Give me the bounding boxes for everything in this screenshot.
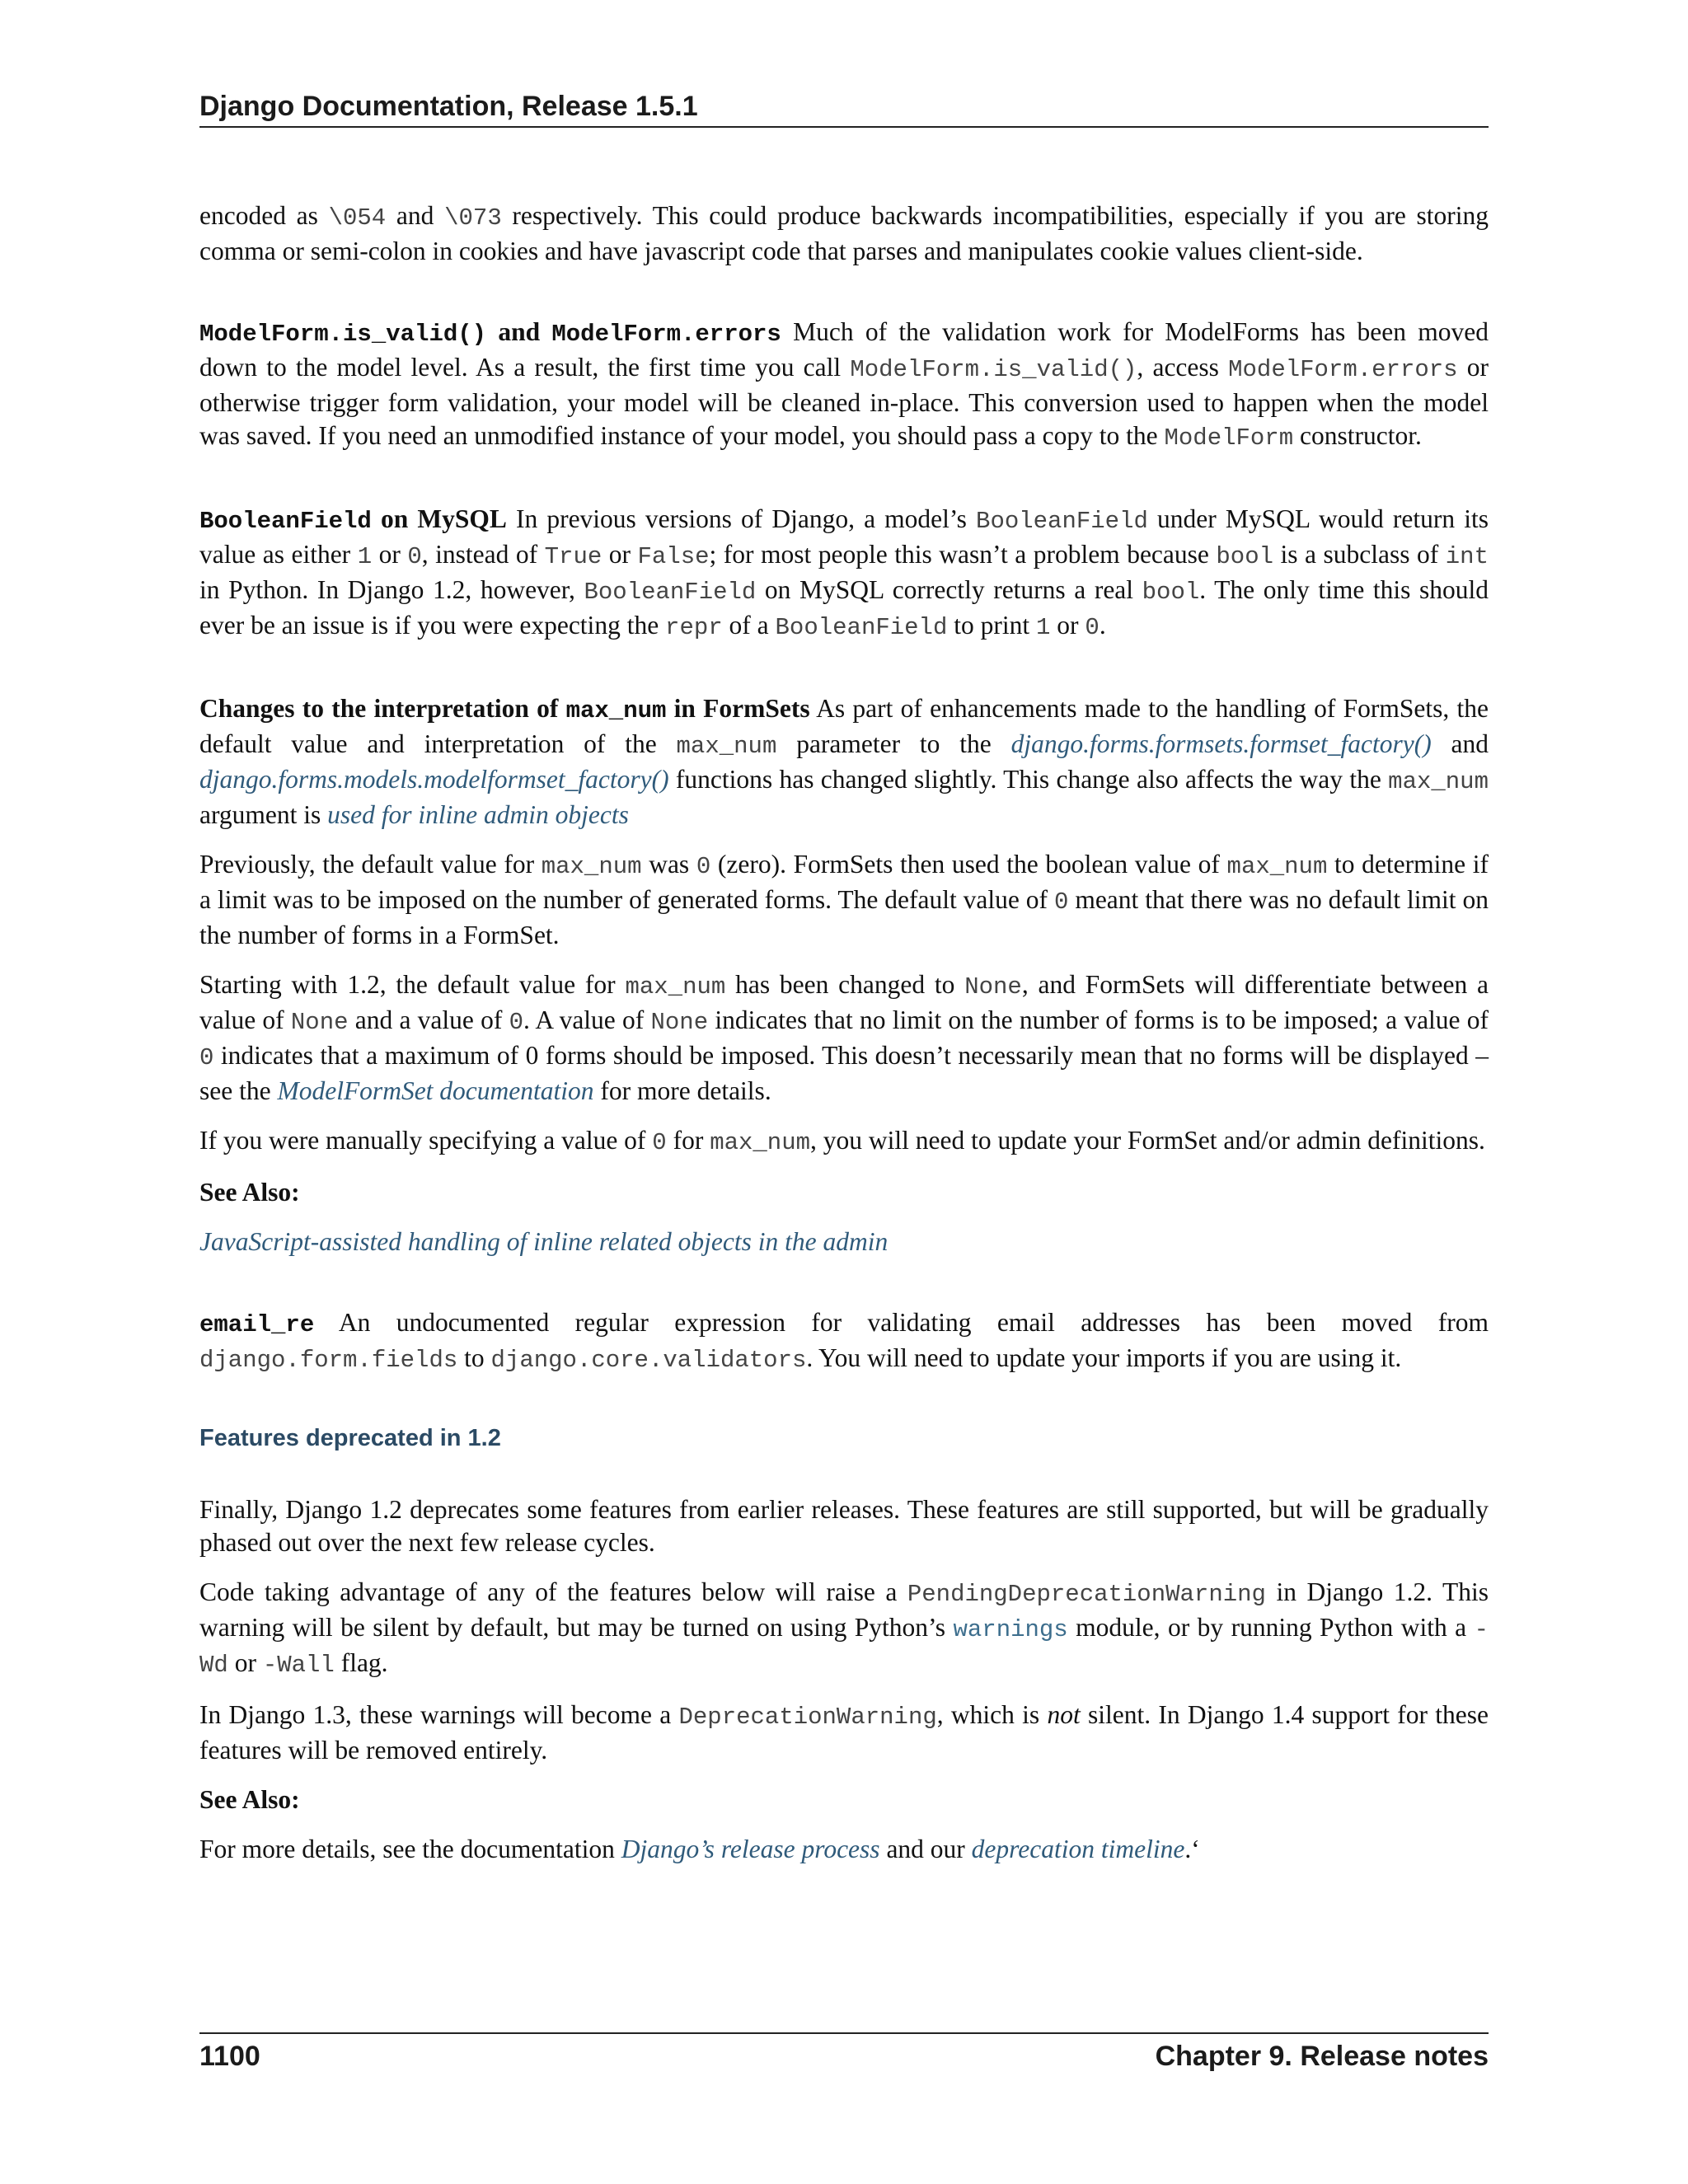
inline-related-objects-link[interactable]: JavaScript-assisted handling of inline related objects in the admin [199,1227,889,1256]
release-process-link[interactable]: Django’s release process [621,1835,880,1863]
maxnum-paragraph: Changes to the interpretation of max_num in FormSets As part of enhancements made to the handling of FormSets, the default value and interpretation of the max_num parameter to the django.forms.formsets.formset_factory() and django.forms.models.modelformset_factory() functions has changed slightly. This change also affects the way the max_num argument is used for inline admin objects [199,694,1489,829]
cookie-paragraph: encoded as \054 and \073 respectively. This could produce backwards incompatibilities, especially if you are storing comma or semi-colon in cookies and have javascript code that parses and manipulates cookie values client-side. [199,201,1489,265]
modelformset-factory-link[interactable]: django.forms.models.modelformset_factory() [199,765,669,794]
see-also-paragraph-2: For more details, see the documentation Django’s release process and our deprecation timeline.‘ [199,1835,1200,1863]
previously-paragraph: Previously, the default value for max_num was 0 (zero). FormSets then used the boolean value of max_num to determine if a limit was to be imposed on the number of generated forms. The default value of 0 meant that there was no default limit on the number of forms in a FormSet. [199,850,1489,949]
deprecation-timeline-link[interactable]: deprecation timeline [971,1835,1185,1863]
warnings-module-link[interactable]: warnings [953,1616,1068,1643]
running-footer [199,2032,1489,2073]
see-also-label: See Also: [199,1178,300,1207]
manual-paragraph: If you were manually specifying a value of 0 for max_num, you will need to update your FormSet and/or admin definitions. [199,1126,1485,1156]
section-heading: Features deprecated in 1.2 [199,1425,501,1451]
see-also-label-2: See Also: [199,1785,300,1814]
booleanfield-paragraph: BooleanField on MySQL In previous versions of Django, a model’s BooleanField under MySQL would return its value as either 1 or 0, instead of True or False; for most people this wasn’t a problem because bool is a subclass of int in Python. In Django 1.2, however, BooleanField on MySQL correctly returns a real bool. The only time this should ever be an issue is if you were expecting the repr of a BooleanField to print 1 or 0. [199,504,1489,641]
modelform-paragraph: ModelForm.is_valid() and ModelForm.errors Much of the validation work for ModelForms has been moved down to the model level. As a result, the first time you call ModelForm.is_valid(), access ModelForm.errors or otherwise trigger form validation, your model will be cleaned in-place. This conversion used to happen when the model was saved. If you need an unmodified instance of your model, you should pass a copy to the ModelForm constructor. [199,317,1489,452]
code-warning-paragraph: Code taking advantage of any of the features below will raise a PendingDeprecationWarning in Django 1.2. This warning will be silent by default, but may be turned on using Python’s warnings module, or by running Python with a -Wd or -Wall flag. [199,1577,1489,1679]
django13-paragraph: In Django 1.3, these warnings will become a DeprecationWarning, which is not silent. In Django 1.4 support for these features will be removed entirely. [199,1700,1489,1765]
formset-factory-link[interactable]: django.forms.formsets.formset_factory() [1010,729,1432,758]
starting-paragraph: Starting with 1.2, the default value for max_num has been changed to None, and FormSets will differentiate between a value of None and a value of 0. A value of None indicates that no limit on the number of forms is to be imposed; a value of 0 indicates that a maximum of 0 forms should be imposed. This doesn’t necessarily mean that no forms will be displayed – see the ModelFormSet documentation for more details. [199,970,1489,1105]
running-header: Django Documentation, Release 1.5.1 [199,91,1489,128]
page-content [199,199,1489,1882]
document-page [199,0,1489,2184]
see-also-paragraph [199,1226,1489,1258]
email-re-paragraph: email_re An undocumented regular expression for validating email addresses has been moved from django.form.fields to django.core.validators. You will need to update your imports if you are using it. [199,1308,1489,1374]
inline-admin-objects-link[interactable]: used for inline admin objects [327,800,629,829]
page-number: 1100 [199,2041,260,2072]
chapter-title: Chapter 9. Release notes [1155,2041,1489,2072]
modelformset-doc-link[interactable]: ModelFormSet documentation [277,1076,594,1105]
finally-paragraph: Finally, Django 1.2 deprecates some features from earlier releases. These features are still supported, but will be gradually phased out over the next few release cycles. [199,1495,1489,1557]
